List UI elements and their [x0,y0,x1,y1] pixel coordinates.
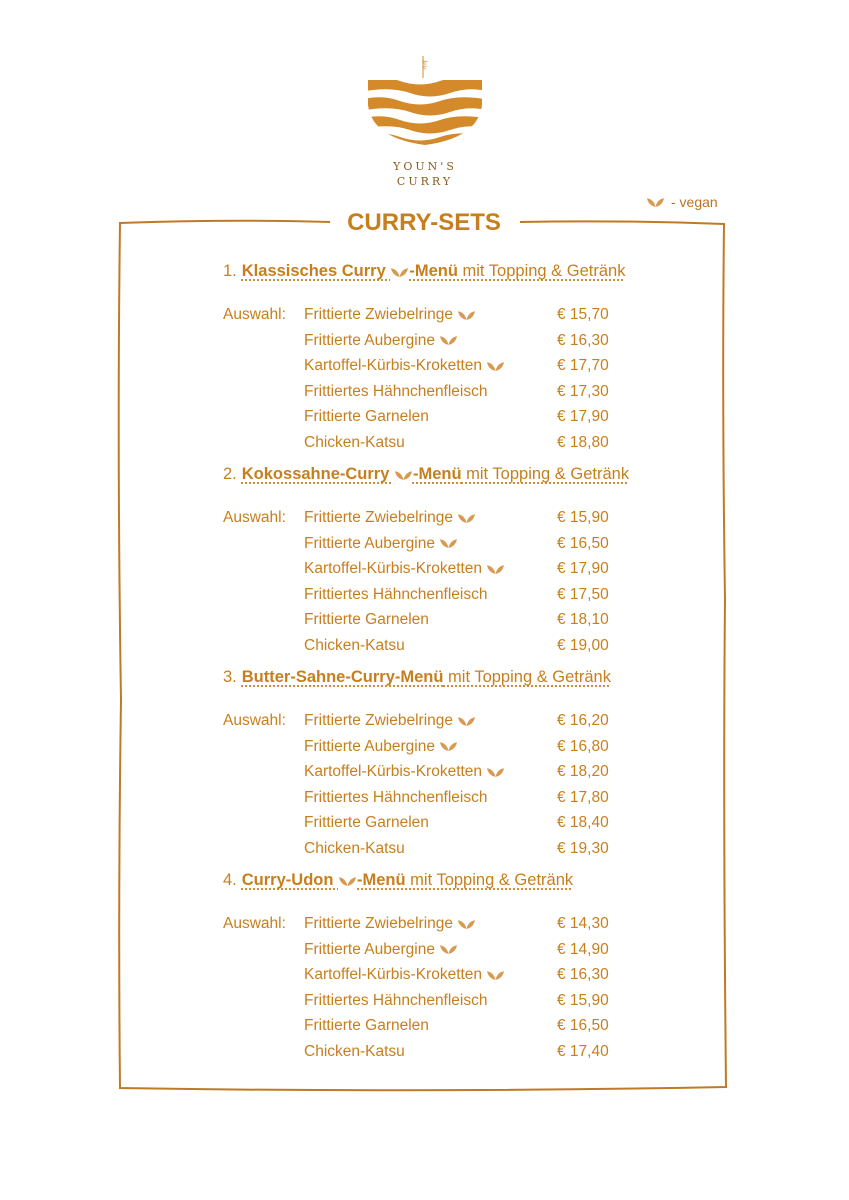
menu-item-row [223,810,643,836]
menu-item-price: € 15,90 [557,991,609,1009]
menu-item [304,810,557,836]
menu-item-row [223,302,643,328]
menu-item-row [223,836,643,862]
menu-item-row [223,734,643,760]
menu-item-row [223,379,643,405]
menu-item-price: € 14,30 [557,915,609,932]
svg-text:카레: 카레 [423,60,429,70]
menu-item-row [223,582,643,608]
menu-item-name: Frittiertes Hähnchenfleisch [304,585,488,603]
vegan-leaf-icon [646,196,665,208]
choice-label [223,937,304,963]
menu-item [304,353,557,379]
menu-item-name: Frittierte Garnelen [304,408,429,425]
menu-item-name: Frittierte Zwiebelringe [304,915,454,932]
menu-item-price: € 15,70 [557,306,609,323]
page-title: CURRY-SETS [330,209,518,237]
menu-item [304,937,557,963]
section-heading [223,664,643,690]
vegan-leaf-icon [338,875,357,887]
menu-item-name: Kartoffel-Kürbis-Kroketten [304,763,483,780]
menu-item [304,379,557,405]
section-subtitle: mit Topping & Getränk [405,871,574,889]
section-name: Butter-Sahne-Curry-Menü [241,668,444,686]
section-number: 3. [223,668,237,686]
section-heading [223,867,643,893]
menu-item [304,430,557,456]
menu-section [223,867,643,1064]
choice-label [223,810,304,836]
section-subtitle: mit Topping & Getränk [457,262,626,280]
menu-item [304,988,557,1014]
vegan-leaf-icon [457,715,476,727]
choice-label [223,1013,304,1039]
menu-item-price: € 19,30 [557,839,609,857]
menu-item-row [223,988,643,1014]
choice-label [223,988,304,1014]
menu-item-name: Frittiertes Hähnchenfleisch [304,788,488,806]
vegan-leaf-icon [486,360,505,372]
choice-label [223,633,304,659]
menu-item-name: Frittierte Aubergine [304,737,435,755]
section-name: Kokossahne-Curry [241,465,394,483]
choice-label [223,1039,304,1065]
section-name-suffix: -Menü [357,871,406,889]
section-name: Curry-Udon [241,871,339,889]
menu-item-price: € 16,30 [557,331,609,349]
menu-item [304,962,557,988]
vegan-leaf-icon [486,766,505,778]
menu-item [304,785,557,811]
menu-item-row [223,353,643,379]
menu-item [304,1013,557,1039]
vegan-leaf-icon [486,969,505,981]
vegan-leaf-icon [394,469,413,481]
menu-item-row [223,556,643,582]
choice-label [223,582,304,608]
menu-item-name: Frittierte Garnelen [304,1017,429,1034]
vegan-leaf-icon [457,309,476,321]
menu-item [304,582,557,608]
choice-label: Auswahl: [223,509,286,526]
menu-item-price: € 17,70 [557,357,609,374]
choice-label [223,328,304,354]
menu-item-name: Kartoffel-Kürbis-Kroketten [304,966,483,983]
vegan-leaf-icon [439,537,458,549]
vegan-leaf-icon [486,563,505,575]
menu-item [304,836,557,862]
vegan-leaf-icon [439,334,458,346]
choice-label [223,353,304,379]
vegan-leaf-icon [457,918,476,930]
menu-item-price: € 18,80 [557,433,609,451]
section-name-suffix: -Menü [409,262,458,280]
vegan-leaf-icon [390,266,409,278]
menu-item-name: Frittierte Zwiebelringe [304,509,454,526]
menu-item-row [223,404,643,430]
menu-item [304,607,557,633]
choice-label: Auswahl: [223,712,286,729]
menu-item [304,505,557,531]
menu-item-name: Chicken-Katsu [304,1042,405,1060]
vegan-legend-label: - vegan [671,194,718,210]
section-name: Klassisches Curry [241,262,391,280]
menu-item-price: € 18,10 [557,611,609,628]
menu-item-row [223,328,643,354]
choice-label [223,607,304,633]
choice-label [223,836,304,862]
menu-item-price: € 17,50 [557,585,609,603]
section-number: 4. [223,871,237,889]
menu-item [304,708,557,734]
menu-item-price: € 17,90 [557,408,609,425]
brand-name-line1: YOUN'S [393,160,457,173]
choice-label [223,734,304,760]
menu-item-name: Chicken-Katsu [304,433,405,451]
section-subtitle: mit Topping & Getränk [461,465,630,483]
menu-item [304,328,557,354]
menu-item-name: Frittierte Garnelen [304,611,429,628]
section-heading [223,461,643,487]
menu-item-price: € 16,20 [557,712,609,729]
menu-item-price: € 19,00 [557,636,609,654]
vegan-leaf-icon [439,740,458,752]
menu-item-name: Frittierte Garnelen [304,814,429,831]
menu-item-name: Frittierte Aubergine [304,940,435,958]
choice-label [223,759,304,785]
menu-item-name: Frittierte Aubergine [304,331,435,349]
menu-item-row [223,505,643,531]
menu-item-name: Frittierte Aubergine [304,534,435,552]
menu-item-name: Frittierte Zwiebelringe [304,306,454,323]
menu-item [304,734,557,760]
choice-label [223,404,304,430]
menu-item-name: Kartoffel-Kürbis-Kroketten [304,560,483,577]
menu-item-row [223,607,643,633]
choice-label [223,785,304,811]
menu-item-price: € 15,90 [557,509,609,526]
menu-item-price: € 14,90 [557,940,609,958]
section-subtitle: mit Topping & Getränk [443,668,611,686]
menu-item-price: € 16,80 [557,737,609,755]
menu-item-name: Chicken-Katsu [304,839,405,857]
menu-item [304,759,557,785]
vegan-legend [646,194,718,210]
menu-item [304,633,557,659]
menu-item-row [223,962,643,988]
choice-label: Auswahl: [223,306,286,323]
menu-item-row [223,759,643,785]
menu-item-price: € 17,40 [557,1042,609,1060]
choice-label [223,430,304,456]
menu-item-row [223,531,643,557]
menu-item-row [223,1013,643,1039]
menu-item-name: Frittierte Zwiebelringe [304,712,454,729]
menu-item-name: Frittiertes Hähnchenfleisch [304,991,488,1009]
menu-item-row [223,785,643,811]
menu-item-price: € 16,30 [557,966,609,983]
menu-item-row [223,1039,643,1065]
menu-item-name: Chicken-Katsu [304,636,405,654]
vegan-leaf-icon [457,512,476,524]
menu-item [304,302,557,328]
menu-item-row [223,633,643,659]
choice-label [223,556,304,582]
menu-item-row [223,430,643,456]
menu-content [223,258,643,1070]
choice-label [223,531,304,557]
menu-item-price: € 16,50 [557,534,609,552]
choice-label [223,962,304,988]
menu-item [304,1039,557,1065]
menu-item-row [223,708,643,734]
menu-item-row [223,911,643,937]
menu-item-price: € 16,50 [557,1017,609,1034]
menu-item [304,531,557,557]
section-name-suffix: -Menü [412,465,462,483]
section-number: 1. [223,262,237,280]
section-heading [223,258,643,284]
menu-section [223,258,643,455]
menu-item [304,404,557,430]
menu-section [223,461,643,658]
menu-item-name: Frittiertes Hähnchenfleisch [304,382,488,400]
section-number: 2. [223,465,237,483]
vegan-leaf-icon [439,943,458,955]
menu-item [304,556,557,582]
menu-section [223,664,643,861]
menu-item [304,911,557,937]
menu-item-price: € 18,40 [557,814,609,831]
menu-item-price: € 17,90 [557,560,609,577]
menu-item-name: Kartoffel-Kürbis-Kroketten [304,357,483,374]
menu-item-price: € 18,20 [557,763,609,780]
menu-item-price: € 17,30 [557,382,609,400]
brand-name-line2: CURRY [396,175,454,188]
choice-label: Auswahl: [223,915,286,932]
choice-label [223,379,304,405]
menu-item-row [223,937,643,963]
menu-item-price: € 17,80 [557,788,609,806]
